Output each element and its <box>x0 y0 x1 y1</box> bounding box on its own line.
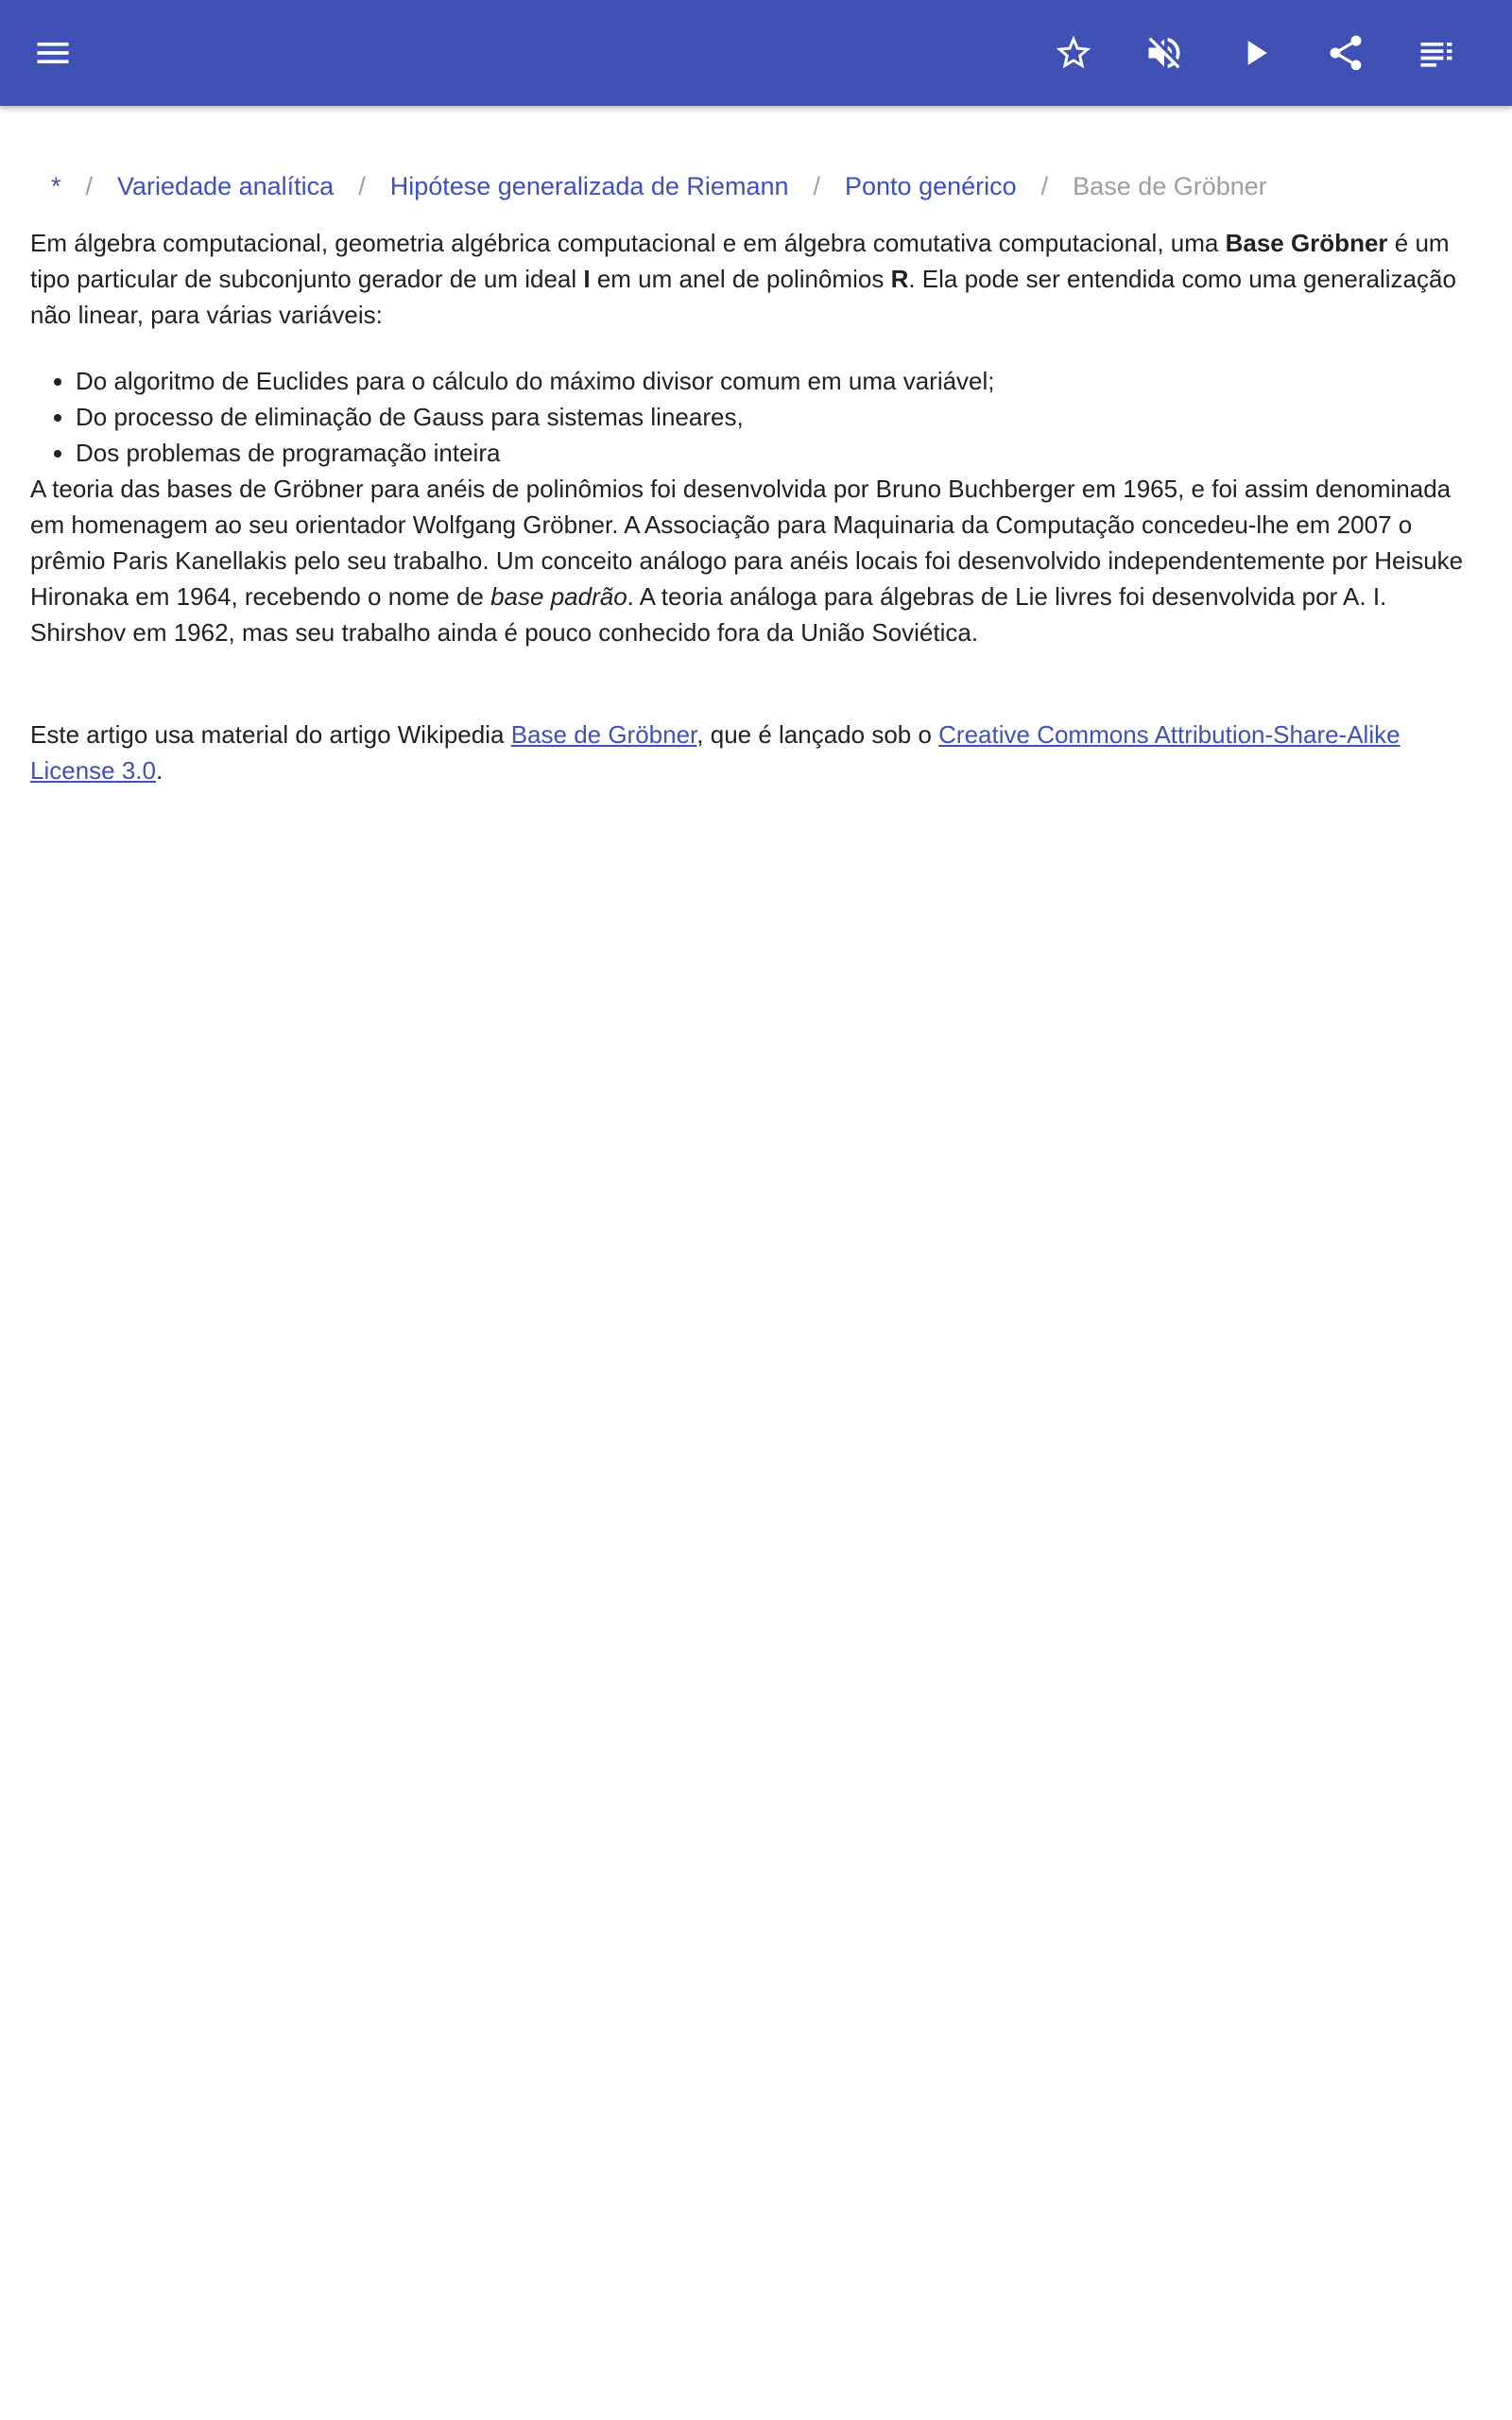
license-link[interactable]: Creative Commons Attribution-Share-Alike License 3.0 <box>30 720 1400 785</box>
star-outline-icon <box>1053 32 1094 74</box>
playlist-icon <box>1416 32 1457 74</box>
breadcrumb-separator: / <box>1040 172 1049 200</box>
term-base-padrao: base padrão <box>490 582 627 611</box>
term-ideal: I <box>583 265 591 293</box>
breadcrumb-separator: / <box>813 172 821 200</box>
breadcrumb-separator: / <box>358 172 366 200</box>
intro-paragraph: Em álgebra computacional, geometria algébrica computacional e em álgebra comutativa computacional, uma Base Gröbner é um tipo particular de subconjunto gerador de um ideal I em um anel de polinômios R. Ela pode ser entendida como uma generalização não linear, para várias variáveis: <box>30 229 1456 329</box>
app-bar <box>0 0 1512 106</box>
breadcrumb-item-variedade-analitica[interactable]: Variedade analítica <box>117 172 335 200</box>
list-item: • Do processo de eliminação de Gauss para sistemas lineares, <box>76 399 1486 435</box>
share-button[interactable] <box>1315 23 1376 83</box>
generalization-list <box>30 363 1486 471</box>
article-content <box>30 159 1486 788</box>
play-button[interactable] <box>1225 23 1285 83</box>
list-item: • Do algoritmo de Euclides para o cálculo do máximo divisor comum em uma variável; <box>76 363 1486 399</box>
breadcrumb <box>51 159 1486 214</box>
term-base-grobner: Base Gröbner <box>1225 229 1388 257</box>
share-icon <box>1325 32 1366 74</box>
history-paragraph: A teoria das bases de Gröbner para anéis de polinômios foi desenvolvida por Bruno Buchberger em 1965, e foi assim denominada em homenagem ao seu orientador Wolfgang Gröbner. A Associação para Maquinaria da Computação concedeu-lhe em 2007 o prêmio Paris Kanellakis pelo seu trabalho. Um conceito análogo para anéis locais foi desenvolvido independentemente por Heisuke Hironaka em 1964, recebendo o nome de base padrão. A teoria análoga para álgebras de Lie livres foi desenvolvida por A. I. Shirshov em 1962, mas seu trabalho ainda é pouco conhecido fora da União Soviética. <box>30 475 1464 647</box>
menu-button[interactable] <box>23 23 83 83</box>
breadcrumb-current: Base de Gröbner <box>1073 172 1267 200</box>
term-ring: R <box>890 265 909 293</box>
menu-icon <box>32 32 74 74</box>
wikipedia-article-link[interactable]: Base de Gröbner <box>510 720 697 749</box>
play-icon <box>1234 32 1276 74</box>
breadcrumb-item-home[interactable]: * <box>51 172 61 200</box>
list-item: • Dos problemas de programação inteira <box>76 435 1486 471</box>
favorite-button[interactable] <box>1043 23 1104 83</box>
contents-list-button[interactable] <box>1406 23 1467 83</box>
breadcrumb-separator: / <box>85 172 94 200</box>
mute-button[interactable] <box>1134 23 1194 83</box>
attribution-note: Este artigo usa material do artigo Wikipedia Base de Gröbner, que é lançado sob o Creative Commons Attribution-Share-Alike License 3.0. <box>30 720 1400 785</box>
breadcrumb-item-hipotese-riemann[interactable]: Hipótese generalizada de Riemann <box>389 172 789 200</box>
breadcrumb-item-ponto-generico[interactable]: Ponto genérico <box>845 172 1017 200</box>
volume-off-icon <box>1143 32 1185 74</box>
article-body <box>30 225 1486 788</box>
